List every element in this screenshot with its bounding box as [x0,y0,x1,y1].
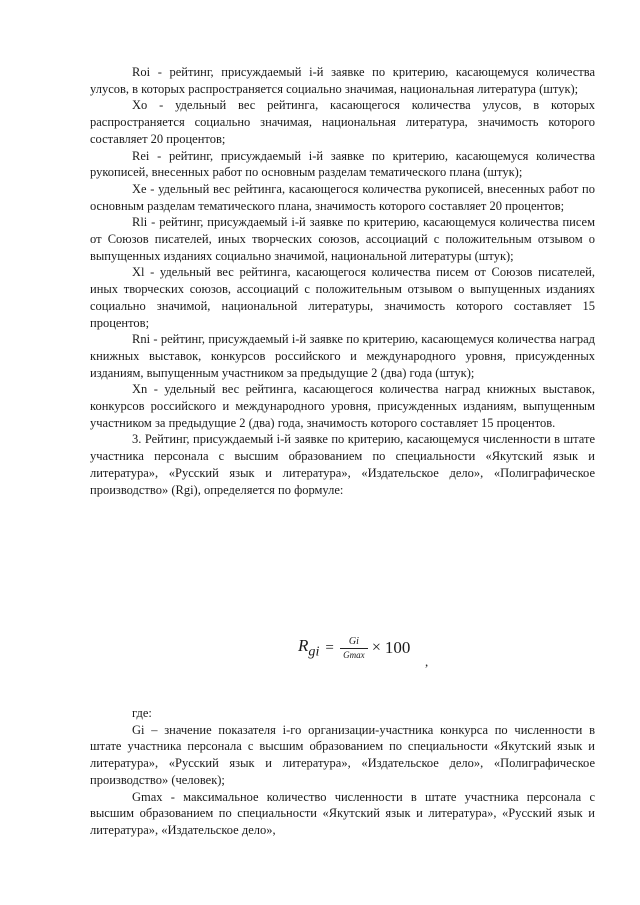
paragraph-xn: Xn - удельный вес рейтинга, касающегося количества наград книжных выставок, конкурсов российского и международного уровня, присужденных изданиям, выпущенным участником за предыдущие 2 (два) года, значимость которого составляет 15 процентов. [90,382,595,430]
formula-fraction [340,636,368,660]
paragraph-rni: Rni - рейтинг, присуждаемый i-й заявке по критерию, касающемуся количества наград книжных выставок, конкурсов российского и международного уровня, присужденных изданиям, выпущенным участником за предыдущие 2 (два) года (штук); [90,332,595,380]
formula-lhs-subscript: gi [308,643,320,660]
body-text-top [90,64,595,498]
formula-denominator: Gmax [343,650,365,660]
paragraph-gi: Gi – значение показателя i-го организации-участника конкурса по численности в штате участника персонала с высшим образованием по специальности «Якутский язык и литература», «Русский язык и литература», «Издательское дело», «Полиграфическое производство» (человек); [90,722,595,787]
paragraph-where: где: [132,706,152,720]
formula-constant: 100 [384,638,411,657]
paragraph-roi: Roi - рейтинг, присуждаемый i-й заявке по критерию, касающемуся количества улусов, в которых распространяется социально значимая, национальная литература (штук); [90,65,595,96]
formula-times: × [371,639,381,656]
paragraph-xo: Xo - удельный вес рейтинга, касающегося количества улусов, в которых распространяется социально значимая, национальная литература, значимость которого составляет 20 процентов; [90,98,595,146]
paragraph-gmax: Gmax - максимальное количество численности в штате участника персонала с высшим образованием по специальности «Якутский язык и литература», «Русский язык и литература», «Издательское дело», [90,789,595,837]
formula-equals: = [325,639,334,656]
body-text-bottom [90,705,595,839]
formula-lhs: $R_{gi}$ [298,635,320,660]
paragraph-rli: Rli - рейтинг, присуждаемый i-й заявке по критерию, касающемуся количества писем от Союзов писателей, иных творческих союзов, ассоциаций с положительным отзывом о выпущенных изданиях социально значимой, национальной литературы (штук); [90,215,595,263]
formula-numerator: Gi [348,636,359,647]
paragraph-xe: Xe - удельный вес рейтинга, касающегося количества рукописей, внесенных работ по основным разделам тематического плана, значимость которого составляет 20 процентов; [90,181,595,213]
paragraph-item-3: 3. Рейтинг, присуждаемый i-й заявке по критерию, касающемуся численности в штате участника персонала с высшим образованием по специальности «Якутский язык и литература», «Русский язык и литература», «Издательское дело», «Полиграфическое производство» (Rgi), определяется по формуле: [90,432,595,497]
paragraph-xl: Xl - удельный вес рейтинга, касающегося количества писем от Союзов писателей, иных творческих союзов, ассоциаций с положительным отзывом о выпущенных изданиях социально значимой, национальной литературы, значимость которого составляет 15 процентов; [90,265,595,330]
formula-trailing-comma: , [425,654,429,669]
rating-formula [298,628,410,668]
paragraph-rei: Rei - рейтинг, присуждаемый i-й заявке по критерию, касающемуся количества рукописей, внесенных работ по основным разделам тематического плана (штук); [90,148,595,180]
